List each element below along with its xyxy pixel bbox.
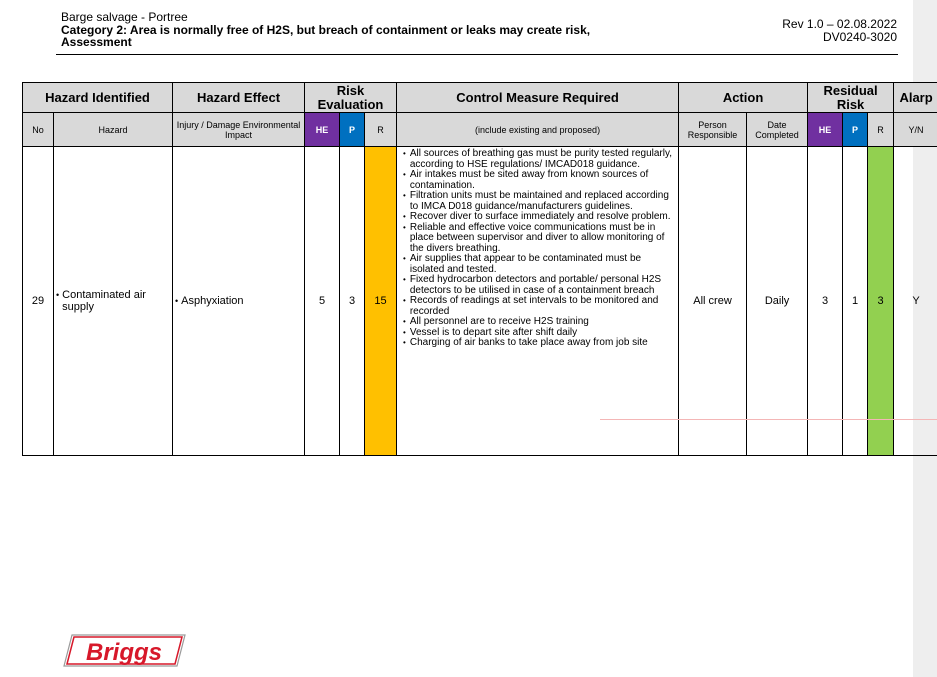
residual-he-value: 3 <box>808 147 843 456</box>
p-header: P <box>340 113 365 147</box>
list-item: • Air intakes must be sited away from known sources of contamination. <box>403 169 649 191</box>
r-header: R <box>365 113 397 147</box>
effect-cell <box>173 147 305 456</box>
risk-assessment-table <box>22 82 937 456</box>
residual-risk-header: Residual Risk <box>808 83 894 113</box>
hazard-cell <box>54 147 173 456</box>
control-measures-list <box>397 149 678 349</box>
project-title: Barge salvage - Portree <box>61 10 188 24</box>
effect-header: Injury / Damage Environmental Impact <box>173 113 305 147</box>
alarp-header: Alarp <box>894 83 937 113</box>
list-item: • Air supplies that appear to be contaminated must be isolated and tested. <box>403 253 642 275</box>
briggs-logo <box>58 632 186 670</box>
residual-r-header: R <box>868 113 894 147</box>
residual-p-value: 1 <box>843 147 868 456</box>
he-header: HE <box>305 113 340 147</box>
person-header: Person Responsible <box>679 113 747 147</box>
action-header: Action <box>679 83 808 113</box>
alarp-value: Y <box>894 147 937 456</box>
group-header-row <box>23 83 937 113</box>
p-value: 3 <box>340 147 365 456</box>
revision-block <box>782 18 897 44</box>
doc-code: DV0240-3020 <box>822 30 897 44</box>
list-item: • Vessel is to depart site after shift daily <box>403 326 578 338</box>
hazard-effect-header: Hazard Effect <box>173 83 305 113</box>
list-item: • Recover diver to surface immediately and resolve problem. <box>403 211 671 222</box>
list-item: • Reliable and effective voice communications must be in place between supervisor and diver to allow monitoring of the divers breathing. <box>403 221 665 254</box>
row-number: 29 <box>23 147 54 456</box>
control-measure-header: Control Measure Required <box>397 83 679 113</box>
table-row <box>23 147 937 456</box>
control-subheader: (include existing and proposed) <box>397 113 679 147</box>
list-item: • Fixed hydrocarbon detectors and portable/ personal H2S detectors to be utilised in case of a containment breach <box>403 274 662 296</box>
date-completed-value: Daily <box>747 147 808 456</box>
hazard-header: Hazard <box>54 113 173 147</box>
risk-evaluation-header: Risk Evaluation <box>305 83 397 113</box>
list-item: • All sources of breathing gas must be purity tested regularly, according to HSE regulations/ IMCAD018 guidance. <box>403 148 673 170</box>
revision: Rev 1.0 – 02.08.2022 <box>782 17 897 31</box>
effect-text: Asphyxiation <box>181 295 244 307</box>
hazard-identified-header: Hazard Identified <box>23 83 173 113</box>
person-responsible-value: All crew <box>679 147 747 456</box>
yn-header: Y/N <box>894 113 937 147</box>
hazard-text: Contaminated air supply <box>62 289 146 313</box>
list-item: • Charging of air banks to take place away from job site <box>403 337 648 348</box>
category-line-2: Assessment <box>61 35 132 49</box>
residual-he-header: HE <box>808 113 843 147</box>
bullet-icon: • <box>56 290 60 300</box>
tracked-change-line <box>600 419 937 420</box>
sub-header-row <box>23 113 937 147</box>
control-measures-cell <box>397 147 679 456</box>
he-value: 5 <box>305 147 340 456</box>
header-rule <box>56 54 898 55</box>
residual-r-value: 3 <box>868 147 894 456</box>
bullet-icon: • <box>175 296 179 306</box>
date-header: Date Completed <box>747 113 808 147</box>
risk-rating-value: 15 <box>365 147 397 456</box>
residual-p-header: P <box>843 113 868 147</box>
no-header: No <box>23 113 54 147</box>
list-item: • All personnel are to receive H2S training <box>403 316 589 327</box>
logo-text: Briggs <box>85 639 163 666</box>
category-line-1: Category 2: Area is normally free of H2S, but breach of containment or leaks may create risk, <box>61 22 591 37</box>
list-item: • Records of readings at set intervals to be monitored and recorded <box>403 295 659 317</box>
list-item: • Filtration units must be maintained and replaced according to IMCA D018 guidance/manufacturers guidelines. <box>403 190 669 212</box>
document-header <box>61 11 590 49</box>
